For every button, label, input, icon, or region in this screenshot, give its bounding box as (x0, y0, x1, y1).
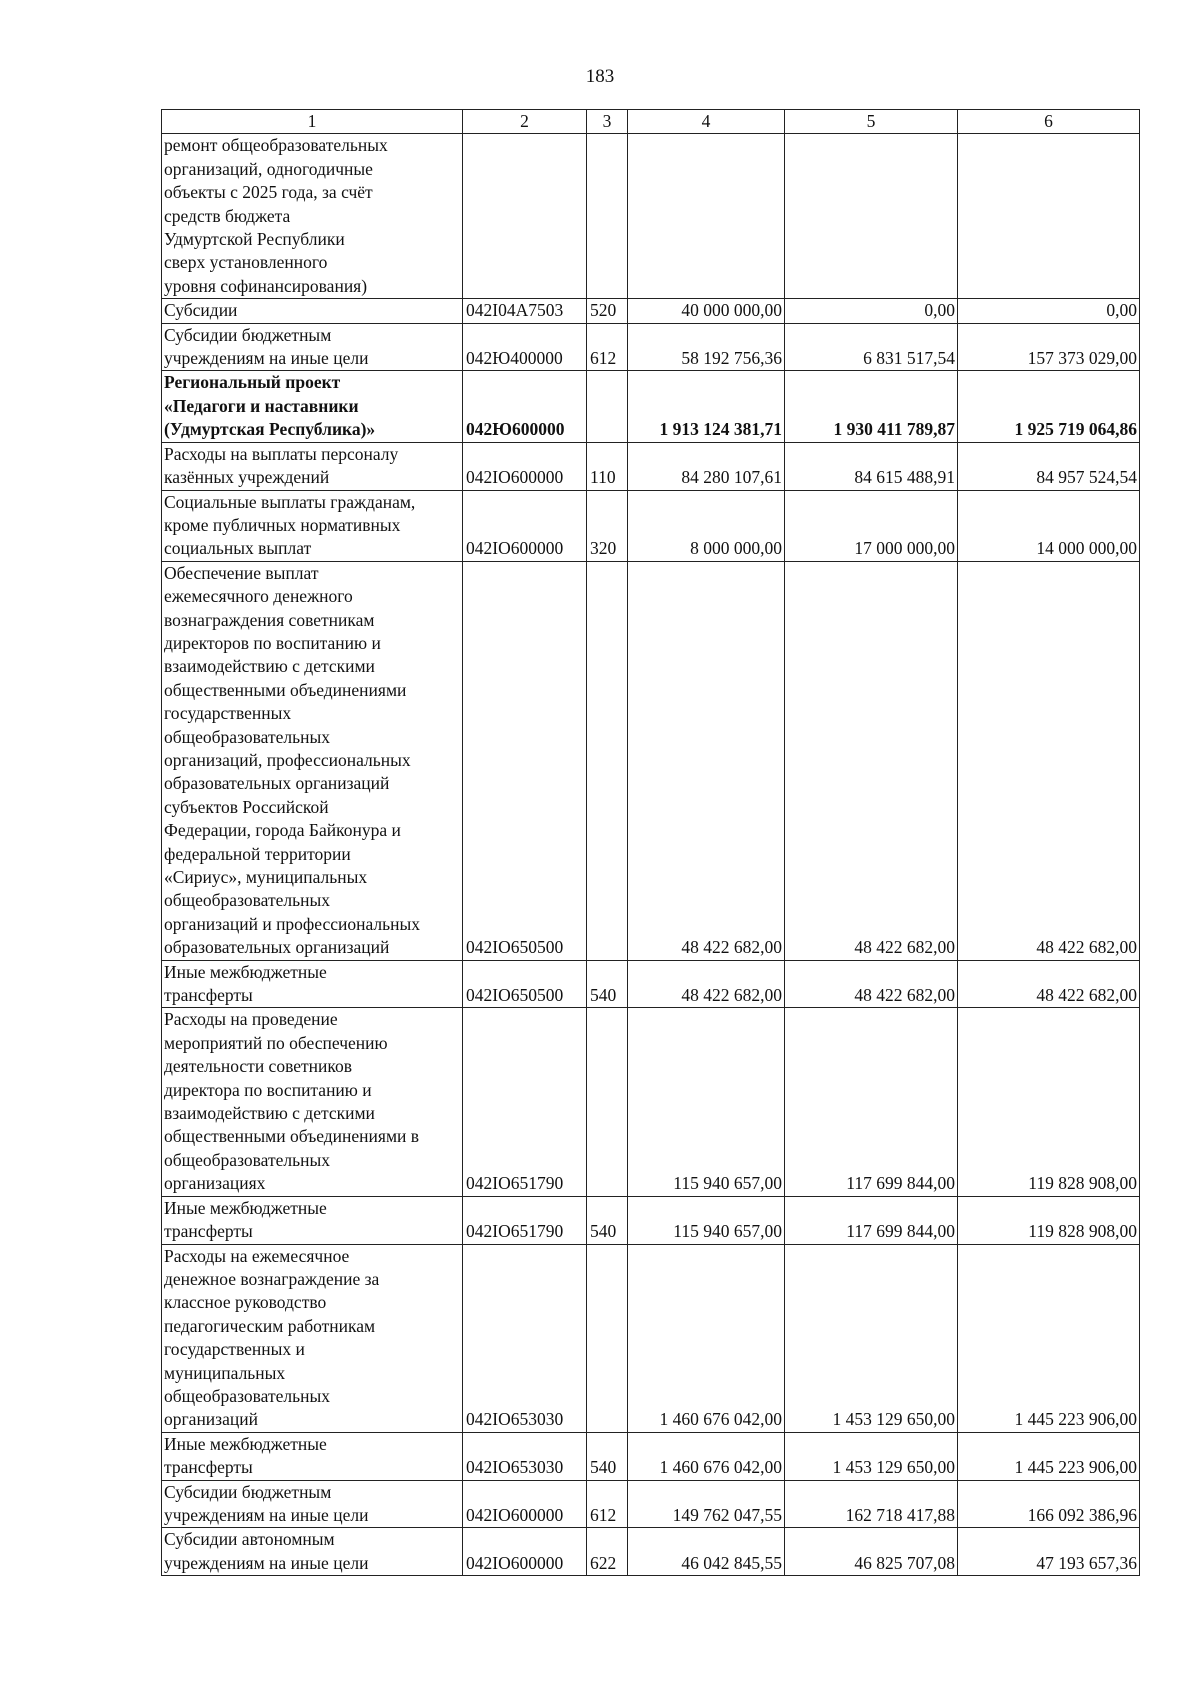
row-name-cell: Социальные выплаты гражданам, кроме публичных нормативных социальных выплат (162, 490, 463, 561)
row-code-cell: 042IО600000 (463, 1528, 587, 1576)
row-name-cell: Обеспечение выплат ежемесячного денежного вознаграждения советникам директоров по воспитанию и взаимодействию с детскими общественными объединениями государственных общеобразовательных организаций, профессиональных образовательных организаций субъектов Российской Федерации, города Байконура и федеральной территории «Сириус», муниципальных общеобразовательных организаций и профессиональных образовательных организаций (162, 561, 463, 960)
table-row (162, 299, 1140, 323)
row-code-cell (463, 134, 587, 299)
row-code-cell: 042IО651790 (463, 1196, 587, 1244)
row-type-cell: 110 (587, 442, 628, 490)
column-header: 6 (958, 110, 1140, 134)
row-name-cell: Субсидии бюджетным учреждениям на иные цели (162, 323, 463, 371)
table-row (162, 323, 1140, 371)
row-type-cell: 520 (587, 299, 628, 323)
row-value-col5-cell: 48 422 682,00 (785, 561, 958, 960)
table-row (162, 960, 1140, 1008)
row-value-col4-cell: 40 000 000,00 (628, 299, 785, 323)
column-header: 3 (587, 110, 628, 134)
row-name-cell: Субсидии (162, 299, 463, 323)
row-value-col6-cell: 48 422 682,00 (958, 561, 1140, 960)
row-type-cell: 622 (587, 1528, 628, 1576)
table-row (162, 490, 1140, 561)
page-number: 183 (585, 66, 615, 87)
row-code-cell: 042IО600000 (463, 490, 587, 561)
row-code-cell: 042IО651790 (463, 1008, 587, 1196)
row-value-col6-cell: 47 193 657,36 (958, 1528, 1140, 1576)
table-row (162, 1008, 1140, 1196)
row-value-col6-cell: 119 828 908,00 (958, 1008, 1140, 1196)
row-value-col6-cell: 166 092 386,96 (958, 1480, 1140, 1528)
row-value-col4-cell: 1 460 676 042,00 (628, 1432, 785, 1480)
row-value-col5-cell (785, 134, 958, 299)
row-value-col5-cell: 0,00 (785, 299, 958, 323)
row-value-col5-cell: 1 453 129 650,00 (785, 1432, 958, 1480)
row-value-col4-cell: 84 280 107,61 (628, 442, 785, 490)
row-value-col6-cell: 119 828 908,00 (958, 1196, 1140, 1244)
row-name-cell: Расходы на выплаты персоналу казённых учреждений (162, 442, 463, 490)
column-header: 4 (628, 110, 785, 134)
row-value-col5-cell: 84 615 488,91 (785, 442, 958, 490)
row-name-cell: Расходы на проведение мероприятий по обеспечению деятельности советников директора по воспитанию и взаимодействию с детскими общественными объединениями в общеобразовательных организациях (162, 1008, 463, 1196)
row-name-cell: Субсидии бюджетным учреждениям на иные цели (162, 1480, 463, 1528)
row-type-cell (587, 561, 628, 960)
row-value-col5-cell: 1 453 129 650,00 (785, 1244, 958, 1432)
row-value-col5-cell: 117 699 844,00 (785, 1196, 958, 1244)
row-code-cell: 042IО650500 (463, 561, 587, 960)
row-type-cell (587, 134, 628, 299)
row-value-col6-cell: 1 445 223 906,00 (958, 1244, 1140, 1432)
row-value-col6-cell: 14 000 000,00 (958, 490, 1140, 561)
row-type-cell (587, 371, 628, 442)
row-name-cell: Региональный проект «Педагоги и наставники (Удмуртская Республика)» (162, 371, 463, 442)
table-row (162, 1244, 1140, 1432)
row-code-cell: 042I04A7503 (463, 299, 587, 323)
row-value-col6-cell: 1 445 223 906,00 (958, 1432, 1140, 1480)
row-value-col4-cell: 58 192 756,36 (628, 323, 785, 371)
row-code-cell: 042Ю400000 (463, 323, 587, 371)
table-row (162, 1480, 1140, 1528)
table-row (162, 371, 1140, 442)
row-value-col5-cell: 46 825 707,08 (785, 1528, 958, 1576)
row-value-col5-cell: 1 930 411 789,87 (785, 371, 958, 442)
row-type-cell (587, 1008, 628, 1196)
row-value-col4-cell: 1 913 124 381,71 (628, 371, 785, 442)
row-value-col6-cell: 84 957 524,54 (958, 442, 1140, 490)
row-name-cell: ремонт общеобразовательных организаций, одногодичные объекты с 2025 года, за счёт средств бюджета Удмуртской Республики сверх установленного уровня софинансирования) (162, 134, 463, 299)
row-code-cell: 042Ю600000 (463, 371, 587, 442)
column-header: 5 (785, 110, 958, 134)
row-value-col6-cell: 1 925 719 064,86 (958, 371, 1140, 442)
table-row (162, 1528, 1140, 1576)
column-header: 1 (162, 110, 463, 134)
row-code-cell: 042IО653030 (463, 1432, 587, 1480)
row-type-cell: 540 (587, 1196, 628, 1244)
row-name-cell: Субсидии автономным учреждениям на иные цели (162, 1528, 463, 1576)
row-code-cell: 042IО600000 (463, 442, 587, 490)
row-code-cell: 042IО653030 (463, 1244, 587, 1432)
row-value-col4-cell: 1 460 676 042,00 (628, 1244, 785, 1432)
row-value-col5-cell: 117 699 844,00 (785, 1008, 958, 1196)
table-row (162, 1432, 1140, 1480)
table-row (162, 442, 1140, 490)
column-header-row (162, 110, 1140, 134)
row-code-cell: 042IО650500 (463, 960, 587, 1008)
row-value-col6-cell: 0,00 (958, 299, 1140, 323)
row-value-col4-cell: 115 940 657,00 (628, 1008, 785, 1196)
row-value-col5-cell: 48 422 682,00 (785, 960, 958, 1008)
row-type-cell: 612 (587, 323, 628, 371)
table-row (162, 561, 1140, 960)
row-type-cell: 320 (587, 490, 628, 561)
budget-table (161, 109, 1140, 1576)
column-header: 2 (463, 110, 587, 134)
row-value-col6-cell: 48 422 682,00 (958, 960, 1140, 1008)
row-value-col6-cell (958, 134, 1140, 299)
row-value-col6-cell: 157 373 029,00 (958, 323, 1140, 371)
row-value-col5-cell: 6 831 517,54 (785, 323, 958, 371)
row-value-col4-cell: 8 000 000,00 (628, 490, 785, 561)
table-row (162, 1196, 1140, 1244)
table-row (162, 134, 1140, 299)
row-name-cell: Иные межбюджетные трансферты (162, 960, 463, 1008)
row-type-cell (587, 1244, 628, 1432)
row-value-col4-cell: 48 422 682,00 (628, 960, 785, 1008)
row-code-cell: 042IО600000 (463, 1480, 587, 1528)
row-value-col4-cell: 115 940 657,00 (628, 1196, 785, 1244)
row-name-cell: Расходы на ежемесячное денежное вознаграждение за классное руководство педагогическим работникам государственных и муниципальных общеобразовательных организаций (162, 1244, 463, 1432)
row-value-col4-cell: 149 762 047,55 (628, 1480, 785, 1528)
row-type-cell: 612 (587, 1480, 628, 1528)
row-value-col4-cell: 46 042 845,55 (628, 1528, 785, 1576)
row-value-col5-cell: 162 718 417,88 (785, 1480, 958, 1528)
row-name-cell: Иные межбюджетные трансферты (162, 1432, 463, 1480)
row-value-col5-cell: 17 000 000,00 (785, 490, 958, 561)
row-value-col4-cell (628, 134, 785, 299)
row-name-cell: Иные межбюджетные трансферты (162, 1196, 463, 1244)
row-type-cell: 540 (587, 1432, 628, 1480)
row-value-col4-cell: 48 422 682,00 (628, 561, 785, 960)
row-type-cell: 540 (587, 960, 628, 1008)
